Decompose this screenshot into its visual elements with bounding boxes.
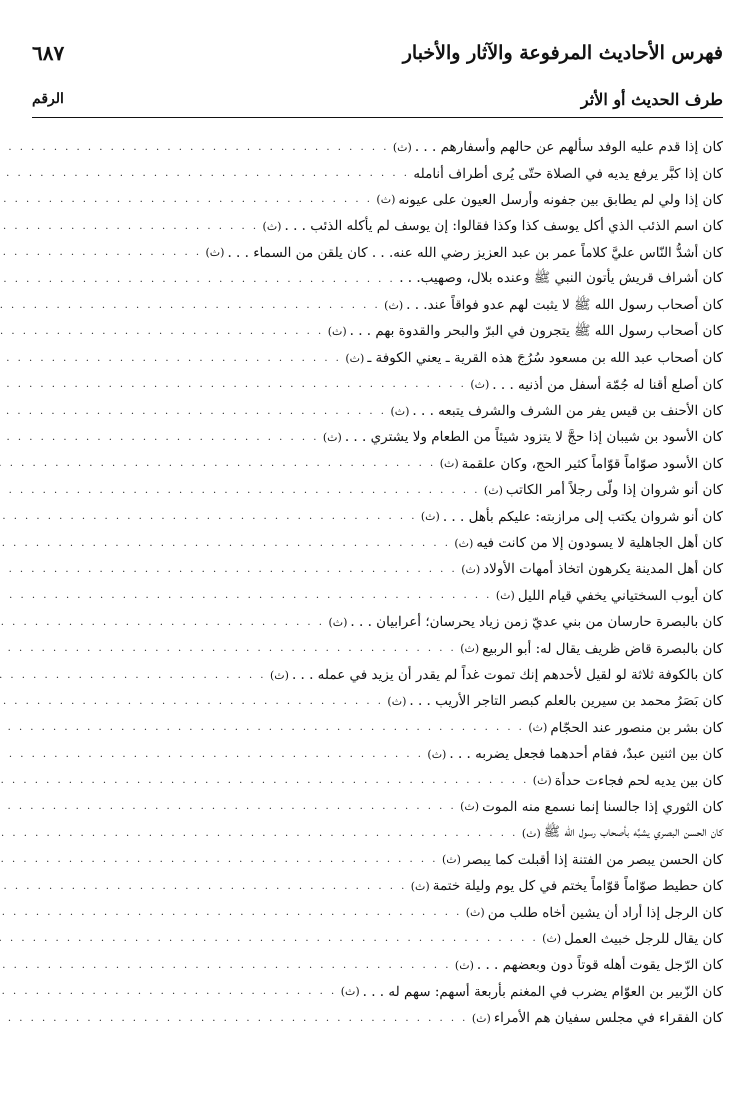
- athar-marker: (ث): [460, 800, 480, 814]
- athar-marker: (ث): [387, 694, 407, 708]
- running-title: فهرس الأحاديث المرفوعة والآثار والأخبار: [402, 42, 723, 64]
- index-entry: [32, 451, 723, 477]
- entry-text: كان الفقراء في مجلس سفيان هم الأمراء: [493, 1010, 723, 1027]
- athar-marker: (ث): [205, 246, 225, 260]
- entry-text: كان أصحاب رسول الله ﷺ لا يثبت لهم عدو فواقاً عند. . .: [406, 296, 723, 313]
- entry-text: كان بين يديه لحم فجاءت حدأة: [554, 772, 723, 789]
- dot-leader: [0, 801, 456, 812]
- athar-marker: (ث): [465, 906, 485, 920]
- entry-text: كان الأحنف بن قيس يفر من الشرف والشرف يتبعه . . .: [412, 403, 723, 420]
- index-entry: [32, 741, 723, 767]
- dot-leader: [0, 458, 436, 469]
- athar-marker: (ث): [390, 404, 410, 418]
- entry-text: كان إذا ولي لم يطابق بين جفونه وأرسل العيون على عيونه: [398, 191, 723, 208]
- athar-marker: (ث): [327, 325, 347, 339]
- index-entry: [32, 926, 723, 952]
- athar-marker: (ث): [269, 668, 289, 682]
- athar-marker: (ث): [262, 219, 282, 233]
- dot-leader: [0, 670, 266, 681]
- index-entry: [32, 292, 723, 318]
- athar-marker: (ث): [528, 721, 548, 735]
- index-entry: [32, 979, 723, 1005]
- athar-marker: (ث): [392, 140, 412, 154]
- index-entry: [32, 134, 723, 160]
- dot-leader: [0, 854, 438, 865]
- dot-leader: [0, 432, 319, 443]
- index-entry: [32, 503, 723, 529]
- athar-marker: (ث): [471, 1011, 491, 1025]
- entry-text: كان أشراف قريش يأتون النبي ﷺ وعنده بلال، وصهيب. . .: [399, 270, 723, 287]
- index-entry: [32, 556, 723, 582]
- athar-marker: (ث): [470, 378, 490, 392]
- dot-leader: [0, 379, 466, 390]
- entry-text: كان الحسن يبصر من الفتنة إذا أقبلت كما يبصر: [463, 851, 723, 868]
- entry-text: كان يقال للرجل خبيث العمل: [564, 930, 723, 947]
- running-head: [32, 36, 723, 70]
- dot-leader: [0, 1013, 468, 1024]
- entry-text: كان بشر بن منصور عند الحجّام: [550, 719, 723, 736]
- dot-leader: [0, 326, 324, 337]
- entry-text: كان إذا كبَّر يرفع يديه في الصلاة حتّى يُرى أطراف أنامله: [413, 165, 723, 182]
- dot-leader: [0, 168, 409, 179]
- entry-text: كان أصحاب رسول الله ﷺ يتجرون في البرّ والبحر والقدوة بهم . . .: [349, 322, 723, 339]
- dot-leader: [0, 907, 462, 918]
- dot-leader: [0, 643, 456, 654]
- athar-marker: (ث): [542, 932, 562, 946]
- dot-leader: [0, 986, 337, 997]
- index-entry: [32, 635, 723, 661]
- entry-text: كان أيوب السختياني يخفي قيام الليل: [517, 587, 723, 604]
- athar-marker: (ث): [322, 430, 342, 444]
- dot-leader: [0, 696, 383, 707]
- index-entry: [32, 899, 723, 925]
- entry-text: كان الحسن البصري يشبَّه بأصحاب رسول الله ﷺ: [543, 824, 723, 841]
- index-entry: [32, 952, 723, 978]
- dot-leader: [0, 590, 492, 601]
- index-entry: [32, 873, 723, 899]
- dot-leader: [0, 960, 451, 971]
- entry-text: كان الثوري إذا جالسنا إنما نسمع منه الموت: [482, 798, 723, 815]
- dot-leader: [0, 142, 389, 153]
- entry-text: كان أنو شروان يكتب إلى مرازبته: عليكم بأهل . . .: [442, 508, 723, 525]
- index-entry: [32, 767, 723, 793]
- athar-marker: (ث): [328, 615, 348, 629]
- entry-text: كان أصحاب عبد الله بن مسعود سُرُجَ هذه القرية ـ يعني الكوفة ـ: [367, 350, 723, 367]
- dot-leader: [0, 247, 202, 258]
- dot-leader: [0, 722, 524, 733]
- athar-marker: (ث): [532, 774, 552, 788]
- dot-leader: [0, 485, 480, 496]
- dot-leader: [0, 881, 407, 892]
- entry-text: كان بالكوفة ثلاثة لو لقيل لأحدهم إنك تموت غداً لم يقدر أن يزيد في عمله . . .: [291, 667, 723, 683]
- athar-marker: (ث): [454, 536, 474, 550]
- index-entry: [32, 662, 723, 688]
- index-entry: [32, 213, 723, 239]
- athar-marker: (ث): [345, 351, 365, 365]
- index-entry: [32, 609, 723, 635]
- entry-text: كان بَصَرُ محمد بن سيرين بالعلم كبصر التاجر الأريب . . .: [409, 693, 723, 710]
- dot-leader: [0, 353, 341, 364]
- dot-leader: [0, 564, 457, 575]
- index-entry: [32, 240, 723, 266]
- entry-text: كان أهل المدينة يكرهون اتخاذ أمهات الأولاد: [483, 561, 723, 578]
- athar-marker: (ث): [441, 853, 461, 867]
- athar-marker: (ث): [384, 299, 404, 313]
- entry-text: كان أنو شروان إذا ولّى رجلاً أمر الكاتب: [505, 482, 723, 499]
- dot-leader: [0, 300, 380, 311]
- index-entries: [32, 134, 723, 1031]
- dot-leader: [0, 828, 518, 839]
- athar-marker: (ث): [521, 826, 541, 840]
- dot-leader: [0, 775, 529, 786]
- athar-marker: (ث): [427, 747, 447, 761]
- entry-text: كان الرجل إذا أراد أن يشين أخاه طلب من: [487, 904, 723, 921]
- dot-leader: [0, 221, 259, 232]
- index-entry: [32, 477, 723, 503]
- entry-text: كان بالبصرة حارسان من بني عديّ زمن زياد يحرسان؛ أعرابيان . . .: [350, 614, 723, 631]
- athar-marker: (ث): [410, 879, 430, 893]
- entry-text: كان إذا قدم عليه الوفد سألهم عن حالهم وأسفارهم . . .: [414, 139, 723, 156]
- athar-marker: (ث): [460, 642, 480, 656]
- dot-leader: [0, 538, 450, 549]
- dot-leader: [0, 617, 324, 628]
- dot-leader: [0, 511, 417, 522]
- dot-leader: [0, 749, 423, 760]
- athar-marker: (ث): [340, 985, 360, 999]
- dot-leader: [0, 194, 372, 205]
- athar-marker: (ث): [454, 958, 474, 972]
- index-entry: [32, 319, 723, 345]
- index-entry: [32, 715, 723, 741]
- athar-marker: (ث): [483, 483, 503, 497]
- index-entry: [32, 530, 723, 556]
- index-entry: [32, 398, 723, 424]
- entry-text: كان أصلع أقنا له جُمّة أسفل من أذنيه . . .: [492, 376, 723, 393]
- athar-marker: (ث): [420, 510, 440, 524]
- index-entry: [32, 688, 723, 714]
- athar-marker: (ث): [376, 193, 396, 207]
- entry-text: كان الأسود صوّاماً قوّاماً كثير الحج، وكان علقمة: [461, 455, 723, 472]
- entry-text: كان أشدُّ النّاس عليَّ كلاماً عمر بن عبد العزيز رضي الله عنه. . . كان يلقن من السماء . . .: [227, 244, 723, 261]
- column-header-number: الرقم: [32, 91, 64, 107]
- index-entry: [32, 160, 723, 186]
- index-entry: [32, 345, 723, 371]
- header-rule: [32, 117, 723, 118]
- entry-text: كان الزّبير بن العوّام يضرب في المغنم بأربعة أسهم: سهم له . . .: [362, 983, 723, 1000]
- column-header-hadith: طرف الحديث أو الأثر: [580, 89, 723, 109]
- index-entry: [32, 583, 723, 609]
- entry-text: كان بين اثنين عبدٌ، فقام أحدهما فجعل يضربه . . .: [449, 746, 723, 763]
- index-entry: [32, 1005, 723, 1031]
- index-entry: [32, 424, 723, 450]
- dot-leader: [0, 274, 395, 285]
- index-entry: [32, 847, 723, 873]
- entry-text: كان أهل الجاهلية لا يسودون إلا من كانت فيه: [476, 535, 723, 552]
- column-headers: [32, 86, 723, 112]
- athar-marker: (ث): [439, 457, 459, 471]
- entry-text: كان بالبصرة قاض ظريف يقال له: أبو الربيع: [482, 640, 723, 657]
- entry-text: كان الرّجل يقوت أهله قوتاً دون وبعضهم . . .: [476, 957, 723, 974]
- index-entry: [32, 266, 723, 292]
- dot-leader: [0, 406, 386, 417]
- dot-leader: [0, 933, 538, 944]
- index-entry: [32, 372, 723, 398]
- athar-marker: (ث): [495, 589, 515, 603]
- entry-text: كان اسم الذئب الذي أكل يوسف كذا وكذا فقالوا: إن يوسف لم يأكله الذئب . . .: [284, 218, 723, 235]
- index-entry: [32, 794, 723, 820]
- entry-text: كان الأسود بن شيبان إذا حجَّ لا يتزود شيئاً من الطعام ولا يشتري . . .: [344, 429, 723, 446]
- index-entry: [32, 820, 723, 846]
- page-number: ٦٨٧: [32, 41, 65, 65]
- index-entry: [32, 187, 723, 213]
- entry-text: كان حطيط صوّاماً قوّاماً يختم في كل يوم وليلة ختمة: [432, 878, 723, 895]
- athar-marker: (ث): [461, 562, 481, 576]
